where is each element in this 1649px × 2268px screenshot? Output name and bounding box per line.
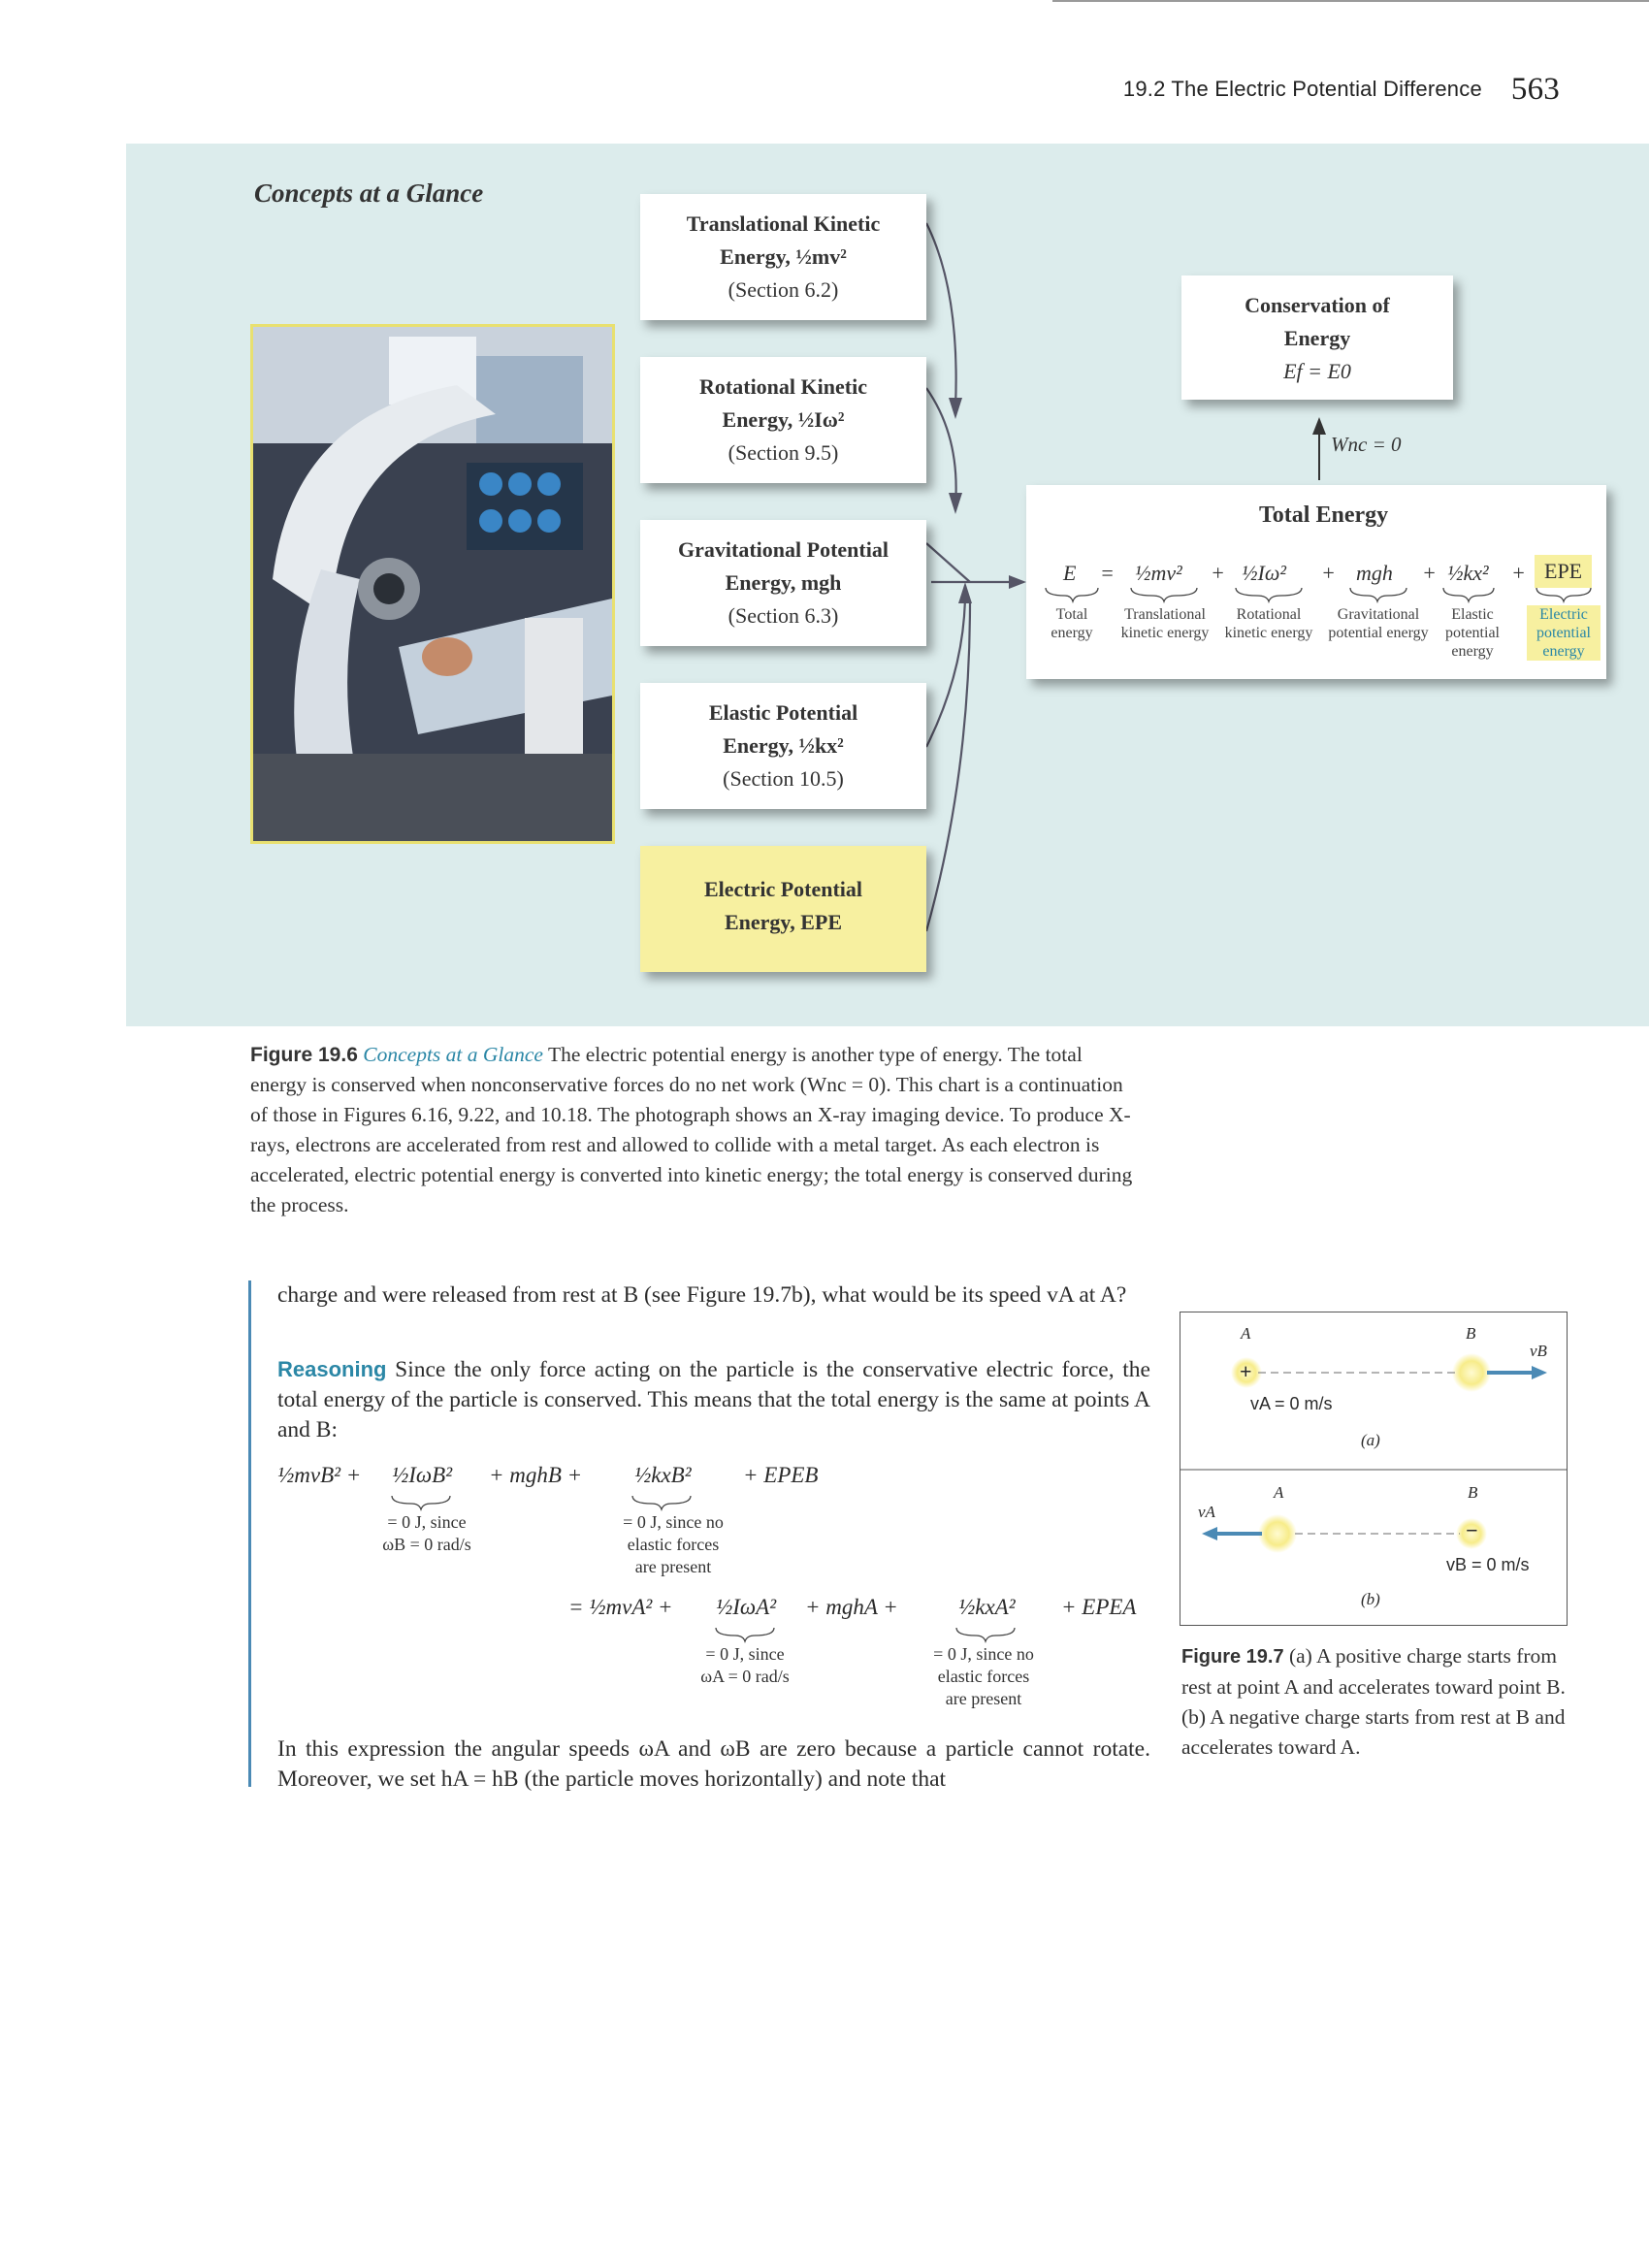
box-line-3: Ef = E0 <box>1283 359 1351 383</box>
eq1-note-2 <box>605 1511 741 1578</box>
reasoning-label: Reasoning <box>277 1357 387 1381</box>
box-electric-pe <box>640 846 926 972</box>
page-number: 563 <box>1510 72 1560 107</box>
fig-b-vb-zero: vB = 0 m/s <box>1446 1555 1530 1574</box>
eq1-term-5: + EPEB <box>743 1463 819 1487</box>
box-line-3: (Section 6.2) <box>728 277 839 302</box>
box-line-2: Energy, EPE <box>724 910 842 934</box>
eq2-term-5: + EPEA <box>1061 1595 1137 1619</box>
underbraces <box>1026 584 1606 603</box>
paragraph-1: charge and were released from rest at B (see Figure 19.7b), what would be its speed vA at A? <box>277 1282 1127 1308</box>
fig-b-label: (b) <box>1361 1590 1380 1608</box>
fig-a-point-a: A <box>1241 1324 1251 1343</box>
eq1-term-1: ½mvB² + <box>277 1463 362 1487</box>
negative-charge: − <box>1466 1518 1478 1542</box>
box-rotational-ke <box>640 357 926 483</box>
label-elastic: Elastic potential energy <box>1445 606 1500 660</box>
eq2-term-3: + mghA + <box>805 1595 898 1619</box>
eq-term: mgh <box>1356 561 1393 585</box>
figure-19-7-caption <box>1181 1641 1569 1763</box>
fig-a-va-zero: vA = 0 m/s <box>1250 1394 1333 1413</box>
eq2-term-1: = ½mvA² + <box>568 1595 673 1619</box>
box-line-2: Energy, ½Iω² <box>722 407 845 432</box>
eq1-term-3: + mghB + <box>489 1463 583 1487</box>
eq-term: ½kx² <box>1447 561 1489 585</box>
box-conservation <box>1181 275 1453 400</box>
fig-b-va: vA <box>1198 1503 1215 1521</box>
box-line-2: Energy, ½kx² <box>723 733 844 758</box>
caption-figure-number: Figure 19.7 <box>1181 1646 1284 1668</box>
fig-a-vb: vB <box>1530 1342 1547 1360</box>
note-line: are present <box>945 1689 1022 1708</box>
eq2-underbraces <box>708 1626 1038 1645</box>
caption-cag: Concepts at a Glance <box>363 1043 543 1066</box>
box-translational-ke <box>640 194 926 320</box>
label-total-energy: Total energy <box>1051 606 1093 641</box>
positive-charge: + <box>1240 1359 1252 1383</box>
fig-b-point-b: B <box>1468 1483 1478 1502</box>
note-line: ωA = 0 rad/s <box>700 1667 790 1686</box>
eq2-term-2: ½IωA² <box>716 1595 777 1619</box>
fig-a-label: (a) <box>1361 1431 1380 1449</box>
note-line: elastic forces <box>937 1667 1030 1686</box>
label-gravitational: Gravitational potential energy <box>1328 606 1429 641</box>
figure-19-6-caption <box>250 1040 1143 1220</box>
box-line-3: (Section 10.5) <box>723 766 844 791</box>
box-line-1: Elastic Potential <box>708 700 858 725</box>
box-line-2: Energy, ½mv² <box>720 244 847 269</box>
eq2-note-1 <box>687 1643 803 1688</box>
total-energy-box <box>1026 485 1606 679</box>
eq1-term-4: ½kxB² <box>634 1463 692 1487</box>
eq2-note-2 <box>916 1643 1051 1710</box>
eq-term: + <box>1211 561 1225 585</box>
box-line-1: Translational Kinetic <box>686 211 881 236</box>
box-line-3: (Section 9.5) <box>728 440 839 465</box>
figure-19-7-drawing <box>1180 1312 1567 1625</box>
box-line-1: Rotational Kinetic <box>699 374 867 399</box>
box-line-1: Conservation of <box>1245 293 1390 317</box>
box-line-2: Energy, mgh <box>725 570 842 595</box>
note-line: = 0 J, since no <box>623 1512 724 1532</box>
box-line-2: Energy <box>1283 326 1351 350</box>
eq-term: + <box>1422 561 1437 585</box>
eq-term: = <box>1100 561 1115 585</box>
caption-figure-number: Figure 19.6 <box>250 1044 358 1066</box>
reasoning-text: Since the only force acting on the particle is the conservative electric force, the total energy of the particle is conserved. This means that the total energy is the same at points A and B: <box>277 1357 1150 1442</box>
eq1-note-1 <box>369 1511 485 1556</box>
fig-a-point-b: B <box>1466 1324 1476 1343</box>
note-line: = 0 J, since <box>387 1512 467 1532</box>
fig-b-point-a: A <box>1274 1483 1284 1502</box>
eq-term-epe: EPE <box>1535 555 1592 588</box>
eq-term: ½Iω² <box>1242 561 1286 585</box>
note-line: elastic forces <box>627 1535 720 1554</box>
wnc-label: Wnc = 0 <box>1331 433 1402 456</box>
total-energy-title: Total Energy <box>1259 502 1389 528</box>
label-electric: Electric potential energy <box>1527 605 1600 661</box>
box-elastic-pe <box>640 683 926 809</box>
caption-text: (a) A positive charge starts from rest at point A and accelerates toward point B. (b) A negative charge starts from rest at B and accelerates toward A. <box>1181 1644 1566 1759</box>
note-line: = 0 J, since <box>705 1644 785 1664</box>
eq-term: + <box>1511 561 1526 585</box>
box-line-3: (Section 6.3) <box>728 603 839 628</box>
box-gravitational-pe <box>640 520 926 646</box>
eq1-term-2: ½IωB² <box>392 1463 453 1487</box>
eq-term: E <box>1063 561 1077 585</box>
eq1-underbraces <box>369 1494 718 1513</box>
margin-bar <box>248 1280 251 1787</box>
eq-term: ½mv² <box>1135 561 1182 585</box>
label-translational: Translational kinetic energy <box>1120 606 1210 641</box>
note-line: ωB = 0 rad/s <box>382 1535 471 1554</box>
concepts-title: Concepts at a Glance <box>254 178 484 208</box>
paragraph-3: In this expression the angular speeds ωA and ωB are zero because a particle cannot rotate. Moreover, we set hA = hB (the particle moves horizontally) and note that <box>277 1736 1150 1792</box>
box-line-1: Gravitational Potential <box>678 537 889 562</box>
note-line: = 0 J, since no <box>933 1644 1034 1664</box>
paragraph-2 <box>277 1354 1150 1445</box>
eq-term: + <box>1321 561 1336 585</box>
box-line-1: Electric Potential <box>703 877 863 901</box>
caption-text: The electric potential energy is another type of energy. The total energy is conserved when nonconservative forces do no net work (Wnc = 0). This chart is a continuation of those in Figures 6.16, 9.22, and 10.18. The photograph shows an X-ray imaging device. To produce X-rays, electrons are accelerated from rest and allowed to collide with a metal target. As each electron is accelerated, electric potential energy is converted into kinetic energy; the total energy is conserved during the process. <box>250 1043 1133 1216</box>
figure-19-7 <box>1180 1312 1568 1626</box>
note-line: are present <box>634 1557 712 1576</box>
label-rotational: Rotational kinetic energy <box>1224 606 1313 641</box>
eq2-term-4: ½kxA² <box>958 1595 1016 1619</box>
section-title: 19.2 The Electric Potential Difference <box>1122 77 1482 101</box>
